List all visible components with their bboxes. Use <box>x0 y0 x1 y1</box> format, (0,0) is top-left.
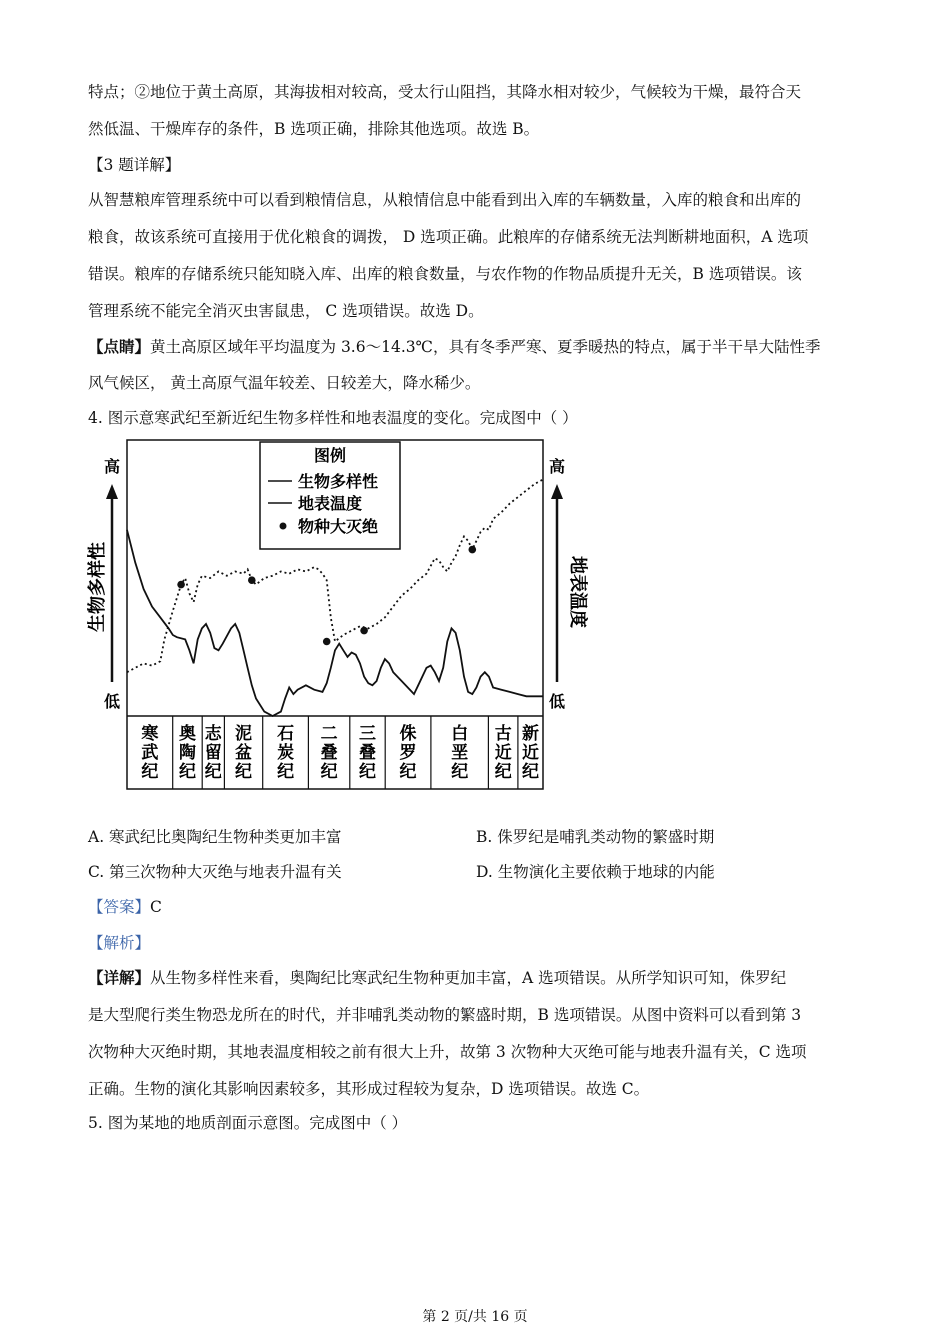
detail-tag: 【详解】 <box>88 968 151 987</box>
right-axis-low: 低 <box>548 692 566 711</box>
period-label: 新近纪 <box>522 724 539 782</box>
page-footer: 第 2 页/共 16 页 <box>422 1309 528 1325</box>
option-a: A. 寒武纪比奥陶纪生物种类更加丰富 <box>88 828 342 846</box>
right-axis-high: 高 <box>548 457 566 476</box>
period-label: 奥陶纪 <box>179 724 196 782</box>
left-axis-high: 高 <box>103 457 121 476</box>
mass-extinction-point <box>360 627 368 635</box>
paragraph-line: 然低温、干燥库存的条件，B 选项正确，排除其他选项。故选 B。 <box>88 120 540 138</box>
q3-heading: 【3 题详解】 <box>88 156 181 174</box>
period-label: 古近纪 <box>494 724 512 782</box>
period-label: 石炭纪 <box>277 724 295 782</box>
left-axis-low: 低 <box>103 692 121 711</box>
period-label: 白垩纪 <box>451 724 469 782</box>
paragraph-line: 特点；②地位于黄土高原，其海拔相对较高，受太行山阻挡，其降水相对较少，气候较为干燥，最符合天 <box>88 83 802 101</box>
answer-value: C <box>150 898 162 916</box>
legend-title: 图例 <box>313 446 347 465</box>
q3-line: 管理系统不能完全消灭虫害鼠患， C 选项错误。故选 D。 <box>88 302 484 320</box>
option-c: C. 第三次物种大灭绝与地表升温有关 <box>88 863 342 881</box>
legend-swatch-dot <box>280 523 287 530</box>
mass-extinction-point <box>177 581 185 589</box>
analysis-tag: 【解析】 <box>88 934 151 952</box>
q3-line: 粮食，故该系统可直接用于优化粮食的调拨， D 选项正确。此粮库的存储系统无法判断耕地面积，A 选项 <box>88 228 809 246</box>
detail-line: 正确。生物的演化其影响因素较多，其形成过程较为复杂，D 选项错误。故选 C。 <box>88 1080 650 1098</box>
chart-legend <box>260 442 400 549</box>
dianjing-line: 风气候区， 黄土高原气温年较差、日较差大，降水稀少。 <box>88 374 481 392</box>
period-label: 二叠纪 <box>320 724 338 782</box>
q4-stem: 4. 图示意寒武纪至新近纪生物多样性和地表温度的变化。完成图中（ ） <box>88 409 578 427</box>
detail-line <box>88 968 868 988</box>
mass-extinction-point <box>323 638 331 646</box>
legend-item: 生物多样性 <box>298 472 379 491</box>
answer-line <box>88 897 868 917</box>
q3-line: 从智慧粮库管理系统中可以看到粮情信息，从粮情信息中能看到出入库的车辆数量，入库的粮食和出库的 <box>88 191 802 209</box>
detail-text: 从生物多样性来看，奥陶纪比寒武纪生物种更加丰富，A 选项错误。从所学知识可知，侏罗纪 <box>150 969 787 987</box>
q5-stem: 5. 图为某地的地质剖面示意图。完成图中（ ） <box>88 1114 408 1132</box>
dianjing-line <box>88 337 868 357</box>
legend-item: 物种大灭绝 <box>298 517 379 536</box>
detail-line: 次物种大灭绝时期，其地表温度相较之前有很大上升，故第 3 次物种大灭绝可能与地表升温有关，C 选项 <box>88 1043 807 1061</box>
mass-extinction-point <box>248 576 256 584</box>
period-label: 三叠纪 <box>359 724 376 782</box>
legend-item: 地表温度 <box>298 494 363 513</box>
answer-tag: 【答案】 <box>88 898 151 916</box>
period-label: 志留纪 <box>204 724 222 782</box>
q3-line: 错误。粮库的存储系统只能知晓入库、出库的粮食数量，与农作物的作物品质提升无关，B 选项错误。该 <box>88 265 802 283</box>
option-d: D. 生物演化主要依赖于地球的内能 <box>476 863 715 881</box>
series-temperature <box>127 530 543 716</box>
period-label: 侏罗纪 <box>399 724 417 782</box>
period-label: 寒武纪 <box>141 724 159 782</box>
option-b: B. 侏罗纪是哺乳类动物的繁盛时期 <box>476 828 715 846</box>
mass-extinction-point <box>469 546 477 554</box>
dianjing-text: 黄土高原区域年平均温度为 3.6～14.3℃，具有冬季严寒、夏季暖热的特点，属于半干旱大陆性季 <box>150 338 821 356</box>
biodiversity-temperature-chart <box>80 437 588 797</box>
dianjing-tag: 【点睛】 <box>88 337 151 356</box>
left-axis-label: 生物多样性 <box>87 542 108 632</box>
period-label: 泥盆纪 <box>235 724 252 782</box>
detail-line: 是大型爬行类生物恐龙所在的时代，并非哺乳类动物的繁盛时期，B 选项错误。从图中资料可以看到第 3 <box>88 1006 802 1024</box>
right-axis-label: 地表温度 <box>567 556 588 628</box>
